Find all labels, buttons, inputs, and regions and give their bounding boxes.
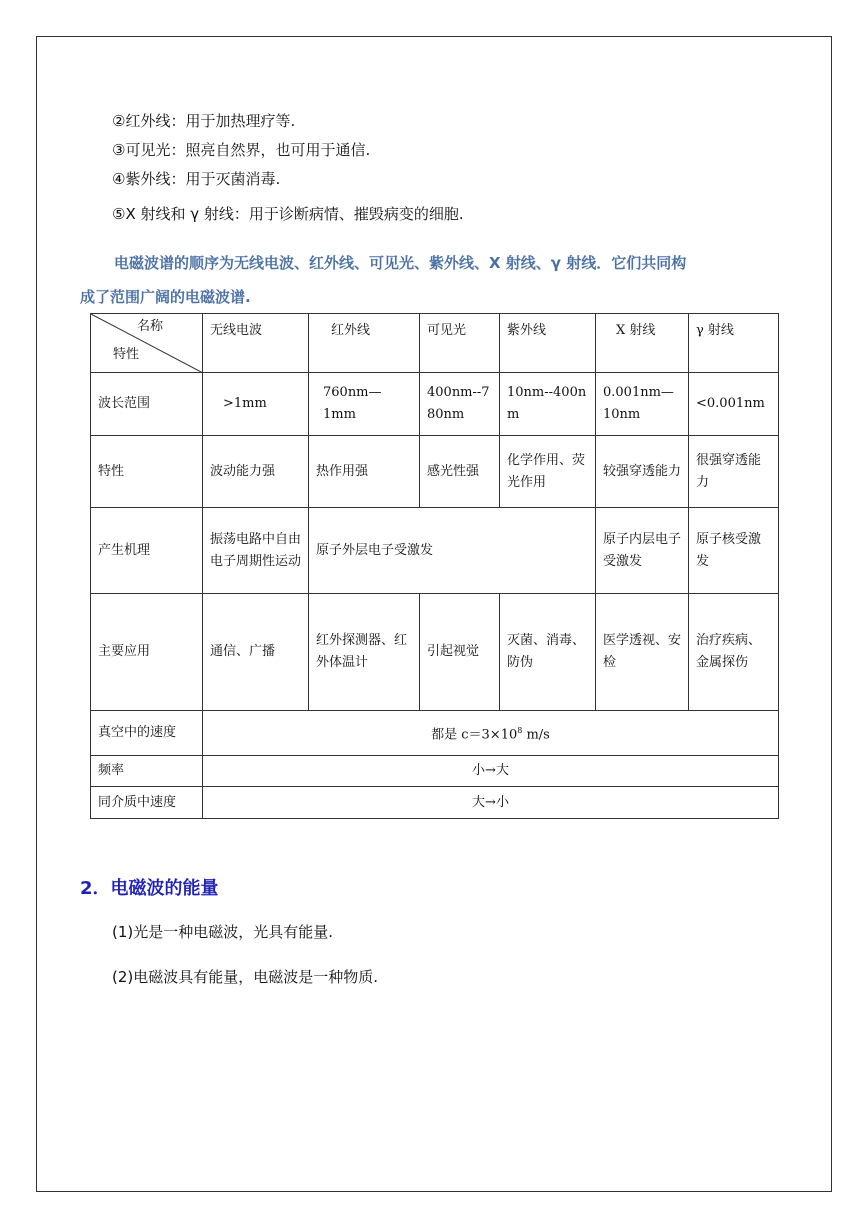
cell-mechanism-xray: 原子内层电子受激发 [596,508,689,594]
cell-application-xray: 医学透视、安检 [596,594,689,711]
speed-prefix: 都是 c＝3×10 [431,727,518,743]
cell-wavelength-visible: 400nm--780nm [420,373,500,436]
cell-application-ultraviolet: 灭菌、消毒、防伪 [500,594,596,711]
cell-property-radio: 波动能力强 [203,436,309,508]
cell-mechanism-outer-electrons: 原子外层电子受激发 [309,508,596,594]
row-label-vacuum-speed: 真空中的速度 [91,711,203,756]
header-visible: 可见光 [420,314,500,373]
table-row-frequency [91,756,779,787]
header-xray: X 射线 [596,314,689,373]
corner-property-label: 特性 [113,347,140,362]
header-ultraviolet: 紫外线 [500,314,596,373]
summary-line-2: 成了范围广阔的电磁波谱. [80,288,251,306]
cell-application-visible: 引起视觉 [420,594,500,711]
row-label-frequency: 频率 [91,756,203,787]
table-row-application [91,594,779,711]
cell-vacuum-speed [203,711,779,756]
paragraph-light-energy: (1)光是一种电磁波，光具有能量. [112,923,334,941]
table-row-vacuum-speed [91,711,779,756]
cell-mechanism-gamma: 原子核受激发 [689,508,779,594]
cell-wavelength-xray: 0.001nm—10nm [596,373,689,436]
intro-line-infrared: ②红外线：用于加热理疗等. [112,112,296,130]
cell-application-infrared: 红外探测器、红外体温计 [309,594,420,711]
spectrum-summary [80,246,780,314]
paragraph-wave-energy: (2)电磁波具有能量，电磁波是一种物质. [112,968,379,986]
header-radio: 无线电波 [203,314,309,373]
cell-medium-speed: 大→小 [203,787,779,819]
section-heading: 2．电磁波的能量 [80,878,219,899]
cell-wavelength-infrared: 760nm—1mm [309,373,420,436]
row-label-application: 主要应用 [91,594,203,711]
corner-name-label: 名称 [137,319,164,334]
header-gamma: γ 射线 [689,314,779,373]
cell-wavelength-radio: >1mm [203,373,309,436]
intro-line-ultraviolet: ④紫外线：用于灭菌消毒. [112,170,281,188]
intro-line-xray-gamma: ⑤X 射线和 γ 射线：用于诊断病情、摧毁病变的细胞. [112,205,464,223]
speed-exponent: 8 [517,725,523,735]
cell-property-infrared: 热作用强 [309,436,420,508]
table-row-mechanism [91,508,779,594]
cell-property-gamma: 很强穿透能力 [689,436,779,508]
speed-unit: m/s [522,727,550,743]
cell-property-visible: 感光性强 [420,436,500,508]
row-label-wavelength: 波长范围 [91,373,203,436]
row-label-medium-speed: 同介质中速度 [91,787,203,819]
cell-wavelength-gamma: <0.001nm [689,373,779,436]
header-infrared: 红外线 [309,314,420,373]
intro-line-visible: ③可见光：照亮自然界，也可用于通信. [112,141,371,159]
cell-application-radio: 通信、广播 [203,594,309,711]
corner-cell [91,314,203,373]
spectrum-table [90,313,779,819]
cell-property-ultraviolet: 化学作用、荧光作用 [500,436,596,508]
cell-application-gamma: 治疗疾病、金属探伤 [689,594,779,711]
table-row-wavelength [91,373,779,436]
cell-mechanism-radio: 振荡电路中自由电子周期性运动 [203,508,309,594]
row-label-property: 特性 [91,436,203,508]
table-row-property [91,436,779,508]
table-row-medium-speed [91,787,779,819]
cell-property-xray: 较强穿透能力 [596,436,689,508]
cell-wavelength-ultraviolet: 10nm--400nm [500,373,596,436]
cell-frequency: 小→大 [203,756,779,787]
table-header-row [91,314,779,373]
row-label-mechanism: 产生机理 [91,508,203,594]
summary-line-1: 电磁波谱的顺序为无线电波、红外线、可见光、紫外线、X 射线、γ 射线．它们共同构 [114,254,687,272]
